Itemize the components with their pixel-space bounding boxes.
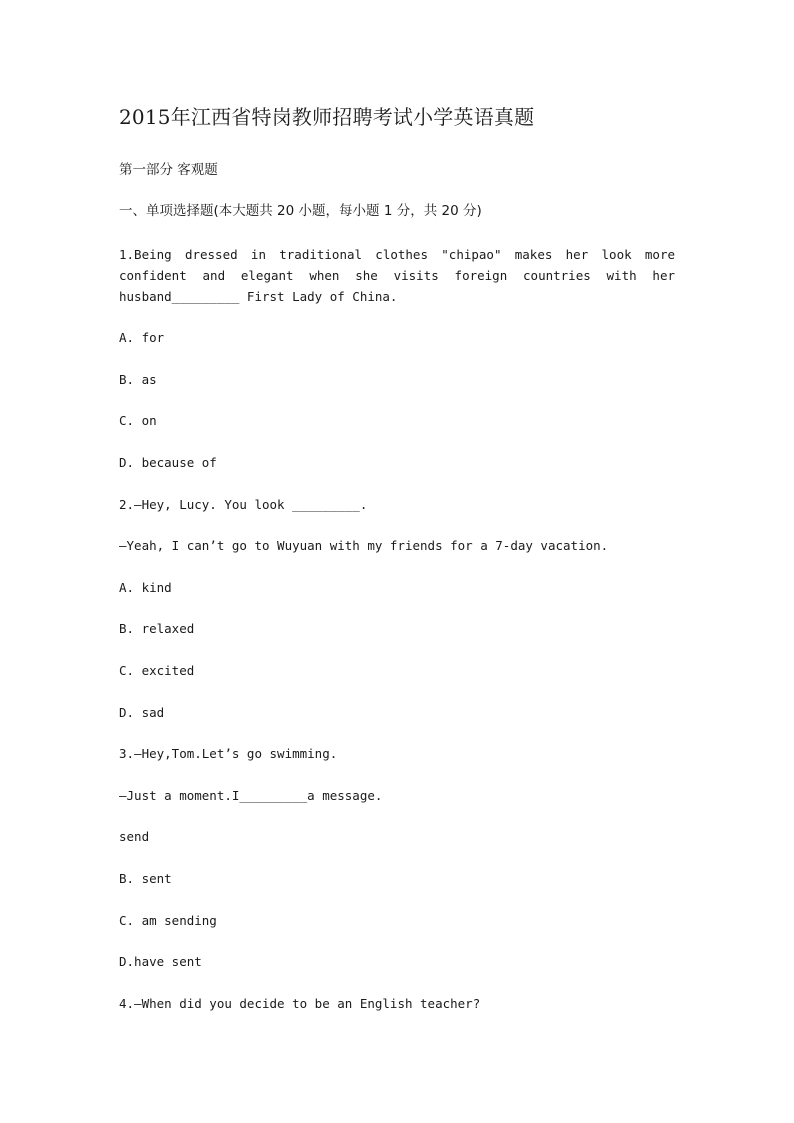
question-3-option-c: C. am sending xyxy=(119,913,217,928)
question-1-option-c: C. on xyxy=(119,413,157,428)
question-2-option-d: D. sad xyxy=(119,705,165,720)
question-1-stem: 1.Being dressed in traditional clothes "chipao" makes her look more confident and elegant when she visits foreign countries with her husband_________ First Lady of China. xyxy=(119,247,675,304)
question-1-option-a: A. for xyxy=(119,330,165,345)
question-3-option-a: send xyxy=(119,829,150,844)
question-2-line-2: —Yeah, I can’t go to Wuyuan with my friends for a 7-day vacation. xyxy=(119,538,609,553)
question-3-line-1: 3.—Hey,Tom.Let’s go swimming. xyxy=(119,746,338,761)
question-2-option-b: B. relaxed xyxy=(119,621,195,636)
document-title: 2015年江西省特岗教师招聘考试小学英语真题 xyxy=(119,105,535,129)
question-1-option-b: B. as xyxy=(119,372,157,387)
section-heading: 一、单项选择题(本大题共 20 小题，每小题 1 分，共 20 分) xyxy=(119,203,482,219)
question-2-option-c: C. excited xyxy=(119,663,195,678)
question-1-option-d: D. because of xyxy=(119,455,217,470)
question-2-option-a: A. kind xyxy=(119,580,172,595)
part-heading: 第一部分 客观题 xyxy=(119,162,218,178)
question-4-line-1: 4.—When did you decide to be an English teacher? xyxy=(119,996,481,1011)
question-3-line-2: —Just a moment.I_________a message. xyxy=(119,788,383,803)
question-3-option-d: D.have sent xyxy=(119,954,202,969)
question-3-option-b: B. sent xyxy=(119,871,172,886)
question-2-line-1: 2.—Hey, Lucy. You look _________. xyxy=(119,497,368,512)
